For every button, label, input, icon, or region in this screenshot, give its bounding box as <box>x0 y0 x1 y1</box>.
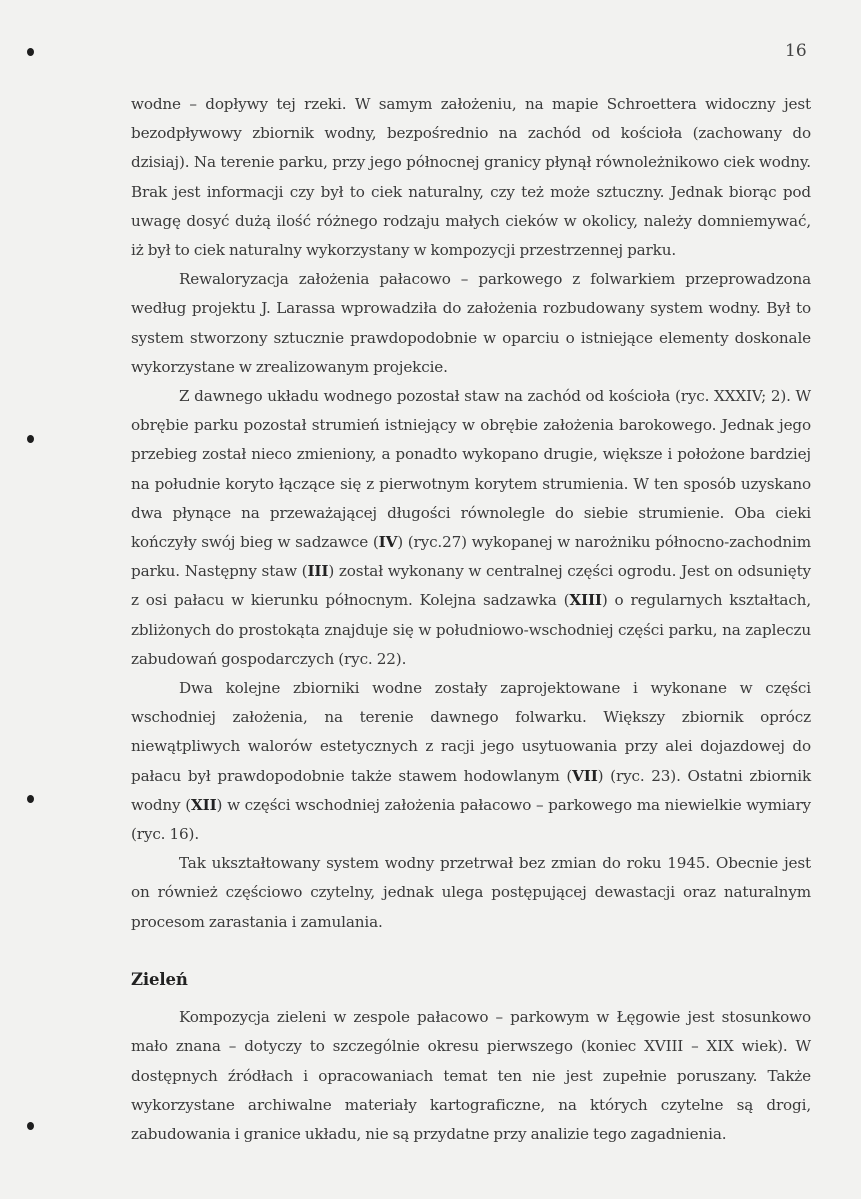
text-run: Dwa kolejne zbiorniki wodne zostały zaprojektowane i wykonane w części wschodniej założenia, na terenie dawnego folwarku. Większy zbiornik oprócz niewątpliwych walorów estetycznych z racji jego usytuowania przy alei dojazdowej do pałacu był prawdopodobnie także stawem hodowlanym ( <box>131 679 811 785</box>
text-run: ) o regularnych kształtach, zbliżonych do prostokąta znajduje się w południowo-wschodniej części parku, na zapleczu zabudowań gospodarczych (ryc. 22). <box>131 591 811 668</box>
text-run: ) został wykonany w centralnej części ogrodu. Jest on odsunięty z osi pałacu w kierunku północnym. Kolejna sadzawka ( <box>131 562 811 610</box>
binding-hole-mark <box>27 795 34 803</box>
binding-hole-mark <box>27 1122 34 1130</box>
text-run: ) (ryc.27) wykopanej w narożniku północno-zachodnim parku. Następny staw ( <box>131 533 811 581</box>
site-number: VII <box>572 766 598 785</box>
text-run: Kompozycja zieleni w zespole pałacowo – parkowym w Łęgowie jest stosunkowo mało znana – dotyczy to szczególnie okresu pierwszego (koniec XVIII – XIX wiek). W dostępnych źródłach i opracowaniach temat ten nie jest zupełnie poruszany. Także wykorzystane archiwalne materiały kartograficzne, na których czytelne są drogi, zabudowania i granice układu, nie są przydatne przy analizie tego zagadnienia. <box>131 1008 811 1143</box>
paragraph <box>131 674 811 849</box>
site-number: XII <box>191 795 217 814</box>
page-number: 16 <box>785 41 807 61</box>
site-number: III <box>307 562 329 581</box>
paragraph-group <box>131 90 811 937</box>
paragraph <box>131 382 811 674</box>
section-heading: Zieleń <box>131 969 188 989</box>
paragraph <box>131 849 811 937</box>
text-run: ) (ryc. 23). Ostatni zbiornik wodny ( <box>131 766 811 814</box>
text-run: Tak ukształtowany system wodny przetrwał bez zmian do roku 1945. Obecnie jest on również częściowo czytelny, jednak ulega postępującej dewastacji oraz naturalnym procesom zarastania i zamulania. <box>131 854 811 931</box>
text-run: ) w części wschodniej założenia pałacowo – parkowego ma niewielkie wymiary (ryc. 16). <box>131 795 811 844</box>
text-run: wodne – dopływy tej rzeki. W samym założeniu, na mapie Schroettera widoczny jest bezodpływowy zbiornik wodny, bezpośrednio na zachód od kościoła (zachowany do dzisiaj). Na terenie parku, przy jego północnej granicy płynął równoleżnikowo ciek wodny. Brak jest informacji czy był to ciek naturalny, czy też może sztuczny. Jednak biorąc pod uwagę dosyć dużą ilość różnego rodzaju małych cieków w okolicy, należy domniemywać, iż był to ciek naturalny wykorzystany w kompozycji przestrzennej parku. <box>131 95 811 260</box>
document-body <box>131 90 811 1149</box>
text-run: Rewaloryzacja założenia pałacowo – parkowego z folwarkiem przeprowadzona według projektu J. Larassa wprowadziła do założenia rozbudowany system wodny. Był to system stworzony sztucznie prawdopodobnie w oparciu o istniejące elementy doskonale wykorzystane w zrealizowanym projekcie. <box>131 270 811 376</box>
paragraph <box>131 1003 811 1149</box>
site-number: IV <box>378 533 398 552</box>
binding-hole-mark <box>27 48 34 56</box>
paragraph-group <box>131 1003 811 1149</box>
paragraph <box>131 265 811 382</box>
binding-hole-mark <box>27 435 34 443</box>
site-number: XIII <box>569 591 602 610</box>
paragraph <box>131 90 811 265</box>
text-run: Z dawnego układu wodnego pozostał staw na zachód od kościoła (ryc. XXXIV; 2). W obrębie parku pozostał strumień istniejący w obrębie założenia barokowego. Jednak jego przebieg został nieco zmieniony, a ponadto wykopano drugie, większe i położone bardziej na południe koryto łączące się z pierwotnym korytem strumienia. W ten sposób uzyskano dwa płynące na przeważającej długości równolegle do siebie strumienie. Oba cieki kończyły swój bieg w sadzawce ( <box>131 387 811 552</box>
